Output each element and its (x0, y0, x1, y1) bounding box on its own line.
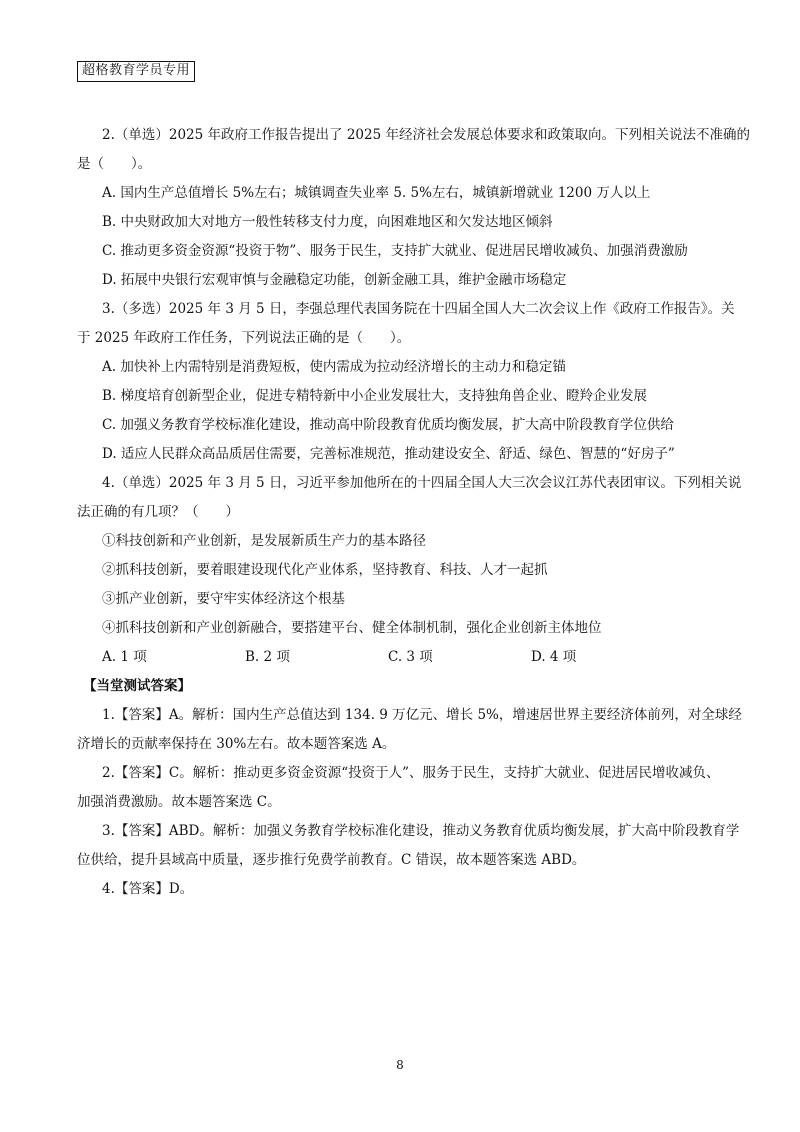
option-d: D. 拓展中央银行宏观审慎与金融稳定功能，创新金融工具，维护金融市场稳定 (102, 272, 567, 288)
question-3 (77, 300, 735, 463)
question-text-line: 于 2025 年政府工作任务，下列说法正确的是（ ）。 (77, 330, 411, 346)
question-text-line: 法正确的有几项？（ ） (77, 504, 239, 520)
answer-choices (77, 648, 723, 666)
option-a: A. 加快补上内需特别是消费短板，使内需成为拉动经济增长的主动力和稳定锚 (102, 359, 566, 375)
answers-section (77, 677, 742, 898)
answer-text-line: 济增长的贡献率保持在 30%左右。故本题答案选 A。 (77, 736, 396, 752)
question-text-line: 2.（单选）2025 年政府工作报告提出了 2025 年经济社会发展总体要求和政策取向。下列相关说法不准确的 (102, 127, 750, 143)
question-4 (77, 474, 742, 666)
option-b: B. 梯度培育创新型企业，促进专精特新中小企业发展壮大，支持独角兽企业、瞪羚企业发展 (102, 388, 648, 404)
choice-b: B. 2 项 (245, 649, 290, 665)
option-d: D. 适应人民群众高品质居住需要，完善标准规范，推动建设安全、舒适、绿色、智慧的“好房子” (102, 446, 675, 462)
answers-title: 【当堂测试答案】 (83, 678, 191, 694)
statement-4: ④抓科技创新和产业创新融合，要搭建平台、健全体制机制，强化企业创新主体地位 (102, 620, 602, 636)
option-a: A. 国内生产总值增长 5%左右；城镇调查失业率 5. 5%左右，城镇新增就业 1200 万人以上 (102, 185, 651, 201)
question-2 (77, 126, 750, 289)
answer-text-line: 位供给，提升县域高中质量，逐步推行免费学前教育。C 错误，故本题答案选 ABD。 (77, 852, 586, 868)
option-b: B. 中央财政加大对地方一般性转移支付力度，向困难地区和欠发达地区倾斜 (102, 214, 553, 230)
document-body (77, 126, 750, 898)
statement-1: ①科技创新和产业创新，是发展新质生产力的基本路径 (102, 533, 426, 549)
statement-3: ③抓产业创新，要守牢实体经济这个根基 (102, 591, 345, 607)
question-text-line: 是（ ）。 (77, 156, 152, 172)
choice-a: A. 1 项 (102, 649, 147, 665)
option-c: C. 加强义务教育学校标准化建设，推动高中阶段教育优质均衡发展，扩大高中阶段教育学位供给 (102, 417, 674, 433)
answer-text-line: 加强消费激励。故本题答案选 C。 (77, 794, 281, 810)
choice-c: C. 3 项 (388, 649, 433, 665)
answer-text-line: 3.【答案】ABD。解析：加强义务教育学校标准化建设，推动义务教育优质均衡发展，扩大高中阶段教育学 (102, 823, 740, 839)
question-text-line: 3.（多选）2025 年 3 月 5 日，李强总理代表国务院在十四届全国人大二次会议上作《政府工作报告》。关 (102, 301, 735, 317)
statement-2: ②抓科技创新，要着眼建设现代化产业体系，坚持教育、科技、人才一起抓 (102, 562, 548, 578)
answer-text-line: 2.【答案】C。解析：推动更多资金资源“投资于人”、服务于民生，支持扩大就业、促进居民增收减负、 (102, 765, 720, 781)
page-number: 8 (396, 1058, 404, 1072)
answer-text-line: 1.【答案】A。解析：国内生产总值达到 134. 9 万亿元、增长 5%，增速居世界主要经济体前列，对全球经 (102, 707, 742, 723)
choice-d: D. 4 项 (531, 649, 577, 665)
question-text-line: 4.（单选）2025 年 3 月 5 日，习近平参加他所在的十四届全国人大三次会议江苏代表团审议。下列相关说 (102, 475, 742, 491)
header-tag: 超格教育学员专用 (77, 61, 195, 82)
answer-text-line: 4.【答案】D。 (102, 881, 194, 897)
option-c: C. 推动更多资金资源“投资于物”、服务于民生，支持扩大就业、促进居民增收减负、加强消费激励 (102, 243, 688, 259)
